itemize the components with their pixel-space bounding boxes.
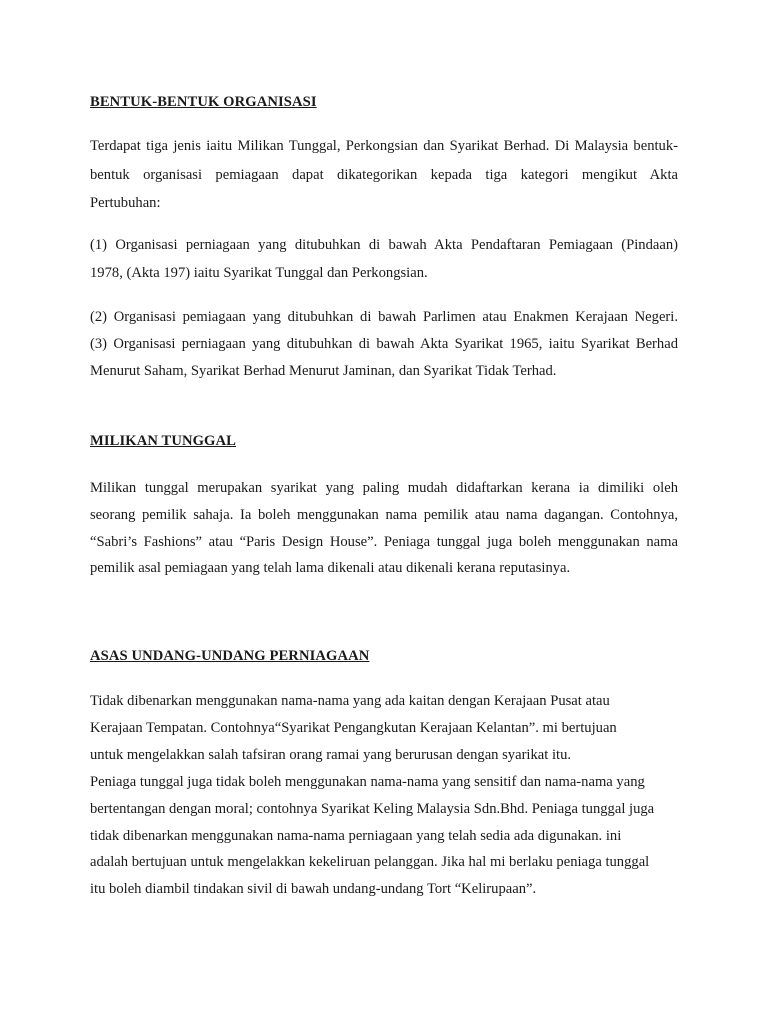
paragraph-line: adalah bertujuan untuk mengelakkan kekeliruan pelanggan. Jika hal mi berlaku peniaga tunggal	[90, 854, 650, 870]
paragraph-line: tidak dibenarkan menggunakan nama-nama perniagaan yang telah sedia ada digunakan. ini	[90, 828, 622, 844]
list-item-1-line: (1) Organisasi perniagaan yang ditubuhkan di bawah Akta Pendaftaran Pemiagaan (Pindaan)	[90, 237, 678, 253]
paragraph-line: bentuk organisasi pemiagaan dapat dikategorikan kepada tiga kategori mengikut Akta	[90, 167, 678, 183]
paragraph-line: Tidak dibenarkan menggunakan nama-nama yang ada kaitan dengan Kerajaan Pusat atau	[90, 693, 610, 709]
section-heading-asas-undang-undang: ASAS UNDANG-UNDANG PERNIAGAAN	[90, 648, 370, 664]
paragraph-line: seorang pemilik sahaja. Ia boleh menggunakan nama pemilik atau nama dagangan. Contohnya,	[90, 507, 678, 523]
list-item-2-line: (2) Organisasi pemiagaan yang ditubuhkan di bawah Parlimen atau Enakmen Kerajaan Negeri.	[90, 309, 678, 325]
section-heading-bentuk-organisasi: BENTUK-BENTUK ORGANISASI	[90, 94, 317, 110]
list-item-3-line: (3) Organisasi perniagaan yang ditubuhkan di bawah Akta Syarikat 1965, iaitu Syarikat Berhad	[90, 336, 678, 352]
paragraph-line: bertentangan dengan moral; contohnya Syarikat Keling Malaysia Sdn.Bhd. Peniaga tunggal juga	[90, 801, 655, 817]
paragraph-line: Kerajaan Tempatan. Contohnya“Syarikat Pengangkutan Kerajaan Kelantan”. mi bertujuan	[90, 720, 617, 736]
paragraph-line: “Sabri’s Fashions” atau “Paris Design House”. Peniaga tunggal juga boleh menggunakan nama	[90, 534, 678, 550]
paragraph-line: pemilik asal pemiagaan yang telah lama dikenali atau dikenali kerana reputasinya.	[90, 560, 571, 576]
paragraph-line: itu boleh diambil tindakan sivil di bawah undang-undang Tort “Kelirupaan”.	[90, 881, 537, 897]
paragraph-line: Terdapat tiga jenis iaitu Milikan Tunggal, Perkongsian dan Syarikat Berhad. Di Malaysia bentuk-	[90, 138, 678, 154]
section-heading-milikan-tunggal: MILIKAN TUNGGAL	[90, 433, 236, 449]
paragraph-line: Peniaga tunggal juga tidak boleh menggunakan nama-nama yang sensitif dan nama-nama yang	[90, 774, 645, 790]
list-item-3-line: Menurut Saham, Syarikat Berhad Menurut Jaminan, dan Syarikat Tidak Terhad.	[90, 363, 557, 379]
list-item-1-line: 1978, (Akta 197) iaitu Syarikat Tunggal dan Perkongsian.	[90, 265, 428, 281]
paragraph-line: untuk mengelakkan salah tafsiran orang ramai yang berurusan dengan syarikat itu.	[90, 747, 572, 763]
paragraph-line: Pertubuhan:	[90, 195, 161, 211]
paragraph-line: Milikan tunggal merupakan syarikat yang paling mudah didaftarkan kerana ia dimiliki oleh	[90, 480, 678, 496]
